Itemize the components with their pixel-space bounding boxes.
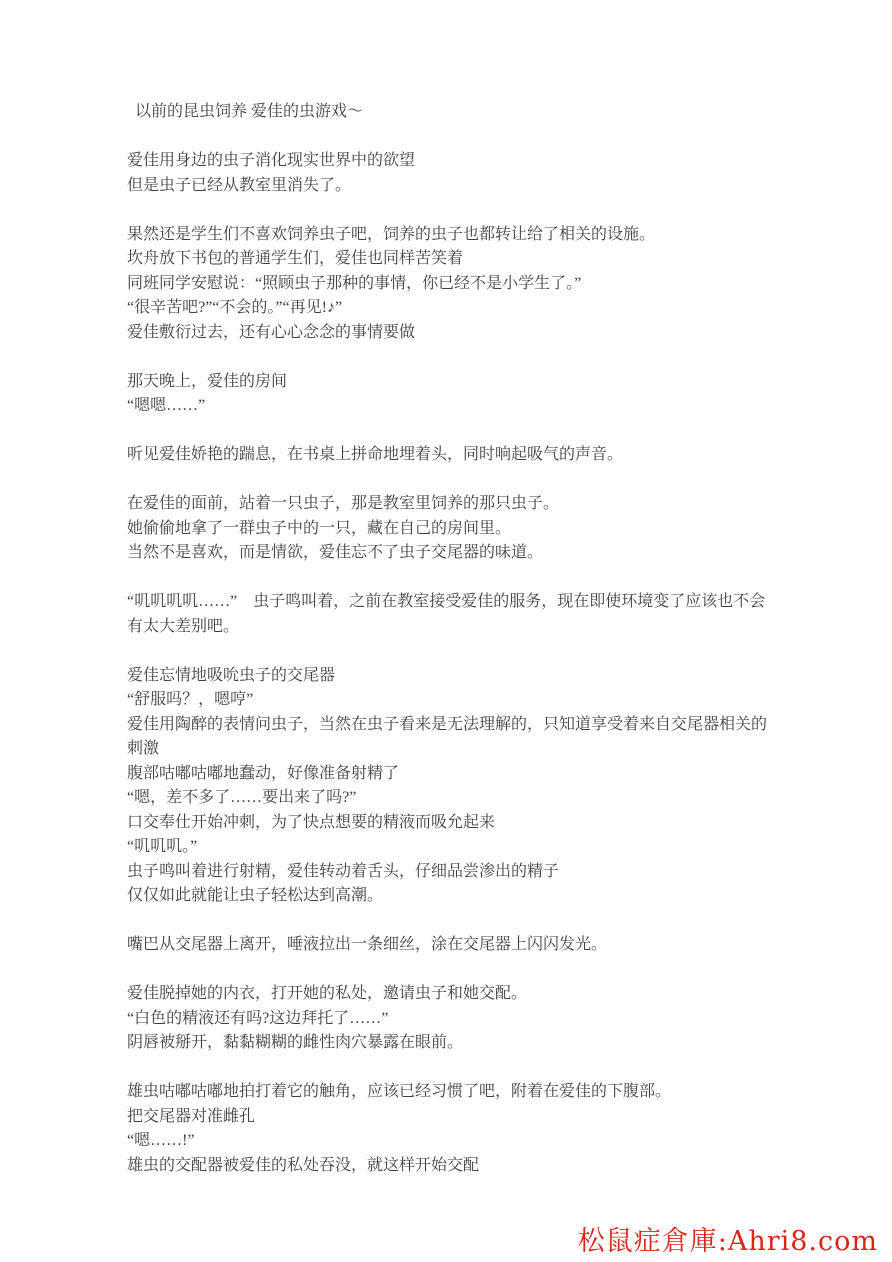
text-line: “白色的精液还有吗?这边拜托了……” xyxy=(127,1009,389,1027)
paragraph xyxy=(127,443,771,468)
text-line: 腹部咕嘟咕嘟地蠢动，好像准备射精了 xyxy=(127,764,400,782)
text-line: 雄虫咕嘟咕嘟地拍打着它的触角，应该已经习惯了吧，附着在爱佳的下腹部。 xyxy=(127,1083,672,1100)
watermark-text: 松鼠症倉庫:Ahri8.com xyxy=(577,1226,878,1257)
text-line: 那天晚上，爱佳的房间 xyxy=(127,372,288,390)
text-line: 嘴巴从交尾器上离开，唾液拉出一条细丝，涂在交尾器上闪闪发光。 xyxy=(127,936,608,953)
text-line: 坎舟放下书包的普通学生们，爱佳也同样苦笑着 xyxy=(127,250,464,267)
paragraph xyxy=(127,370,771,419)
text-line: 在爱佳的面前，站着一只虫子，那是教室里饲养的那只虫子。 xyxy=(127,495,560,512)
document-title: 以前的昆虫饲养 爱佳的虫游戏～ xyxy=(135,103,364,120)
paragraph xyxy=(127,492,771,566)
text-line: 口交奉仕开始冲刺，为了快点想要的精液而吸允起来 xyxy=(127,813,496,831)
text-line: 爱佳用身边的虫子消化现实世界中的欲望 xyxy=(127,152,416,169)
paragraph xyxy=(127,590,771,639)
text-line: “舒服吗？，嗯哼” xyxy=(127,691,254,708)
paragraph xyxy=(127,223,771,346)
paragraph xyxy=(127,664,771,909)
text-line: 仅仅如此就能让虫子轻松达到高潮。 xyxy=(127,887,384,904)
text-line: 阴唇被掰开，黏黏糊糊的雌性肉穴暴露在眼前。 xyxy=(127,1034,464,1051)
paragraph xyxy=(127,1080,771,1178)
text-line: “嗯嗯……” xyxy=(127,397,206,414)
text-line: 雄虫的交配器被爱佳的私处吞没，就这样开始交配 xyxy=(127,1156,480,1174)
text-line: 爱佳忘情地吸吮虫子的交尾器 xyxy=(127,666,336,684)
paragraph xyxy=(127,982,771,1056)
text-line: 虫子鸣叫着进行射精，爱佳转动着舌头，仔细品尝渗出的精子 xyxy=(127,862,560,880)
text-line: 爱佳脱掉她的内衣，打开她的私处，邀请虫子和她交配。 xyxy=(127,985,528,1002)
text-line: “叽叽叽叽……” 虫子鸣叫着，之前在教室接受爱佳的服务，现在即使环境变了应该也不会有太大差别吧。 xyxy=(127,593,766,635)
text-line: “嗯……!” xyxy=(127,1132,195,1149)
text-line: 她偷偷地拿了一群虫子中的一只，藏在自己的房间里。 xyxy=(127,519,512,537)
text-content xyxy=(127,100,771,1203)
text-line: 爱佳用陶醉的表情问虫子，当然在虫子看来是无法理解的，只知道享受着来自交尾器相关的刺激 xyxy=(127,715,768,757)
paragraph xyxy=(127,933,771,958)
text-line: “叽叽叽。” xyxy=(127,838,198,855)
text-line: 果然还是学生们不喜欢饲养虫子吧，饲养的虫子也都转让给了相关的设施。 xyxy=(127,225,656,243)
document-title-block xyxy=(127,100,771,125)
text-line: 但是虫子已经从教室里消失了。 xyxy=(127,176,352,194)
text-line: “很辛苦吧?”“不会的。”“再见!♪” xyxy=(127,299,343,316)
text-line: 当然不是喜欢，而是情欲，爱佳忘不了虫子交尾器的味道。 xyxy=(127,544,544,561)
text-line: 同班同学安慰说：“照顾虫子那种的事情，你已经不是小学生了。” xyxy=(127,274,582,292)
text-line: 把交尾器对准雌孔 xyxy=(127,1107,256,1125)
text-line: 爱佳敷衍过去，还有心心念念的事情要做 xyxy=(127,323,416,341)
paragraph xyxy=(127,149,771,198)
text-line: “嗯，差不多了……要出来了吗?” xyxy=(127,789,357,806)
text-line: 听见爱佳娇艳的踹息，在书桌上拼命地埋着头，同时响起吸气的声音。 xyxy=(127,446,624,463)
